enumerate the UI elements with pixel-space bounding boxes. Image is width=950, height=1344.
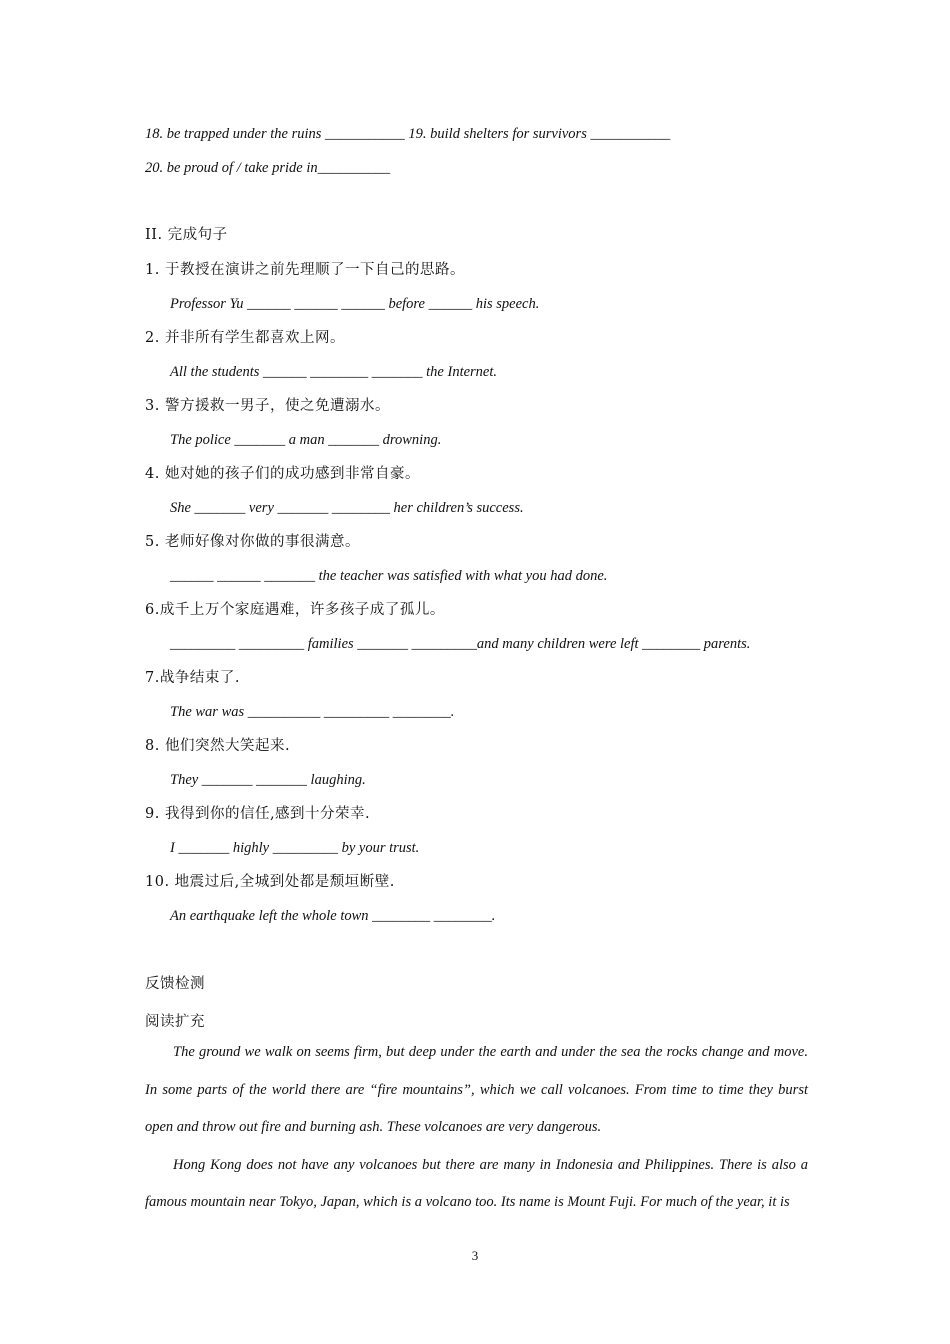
reading-passage xyxy=(145,1034,808,1222)
question-6-english: _________ _________ families _______ _________and many children were left ________ parents. xyxy=(170,636,751,652)
question-7-chinese: 7.战争结束了. xyxy=(145,670,240,686)
question-3-chinese: 3. 警方援救一男子，使之免遭溺水。 xyxy=(145,398,390,414)
question-2-english: All the students ______ ________ _______ the Internet. xyxy=(170,364,498,380)
question-2-chinese: 2. 并非所有学生都喜欢上网。 xyxy=(145,330,345,346)
question-8-english: They _______ _______ laughing. xyxy=(170,772,366,788)
phrase-line-20: 20. be proud of / take pride in__________ xyxy=(145,160,391,176)
question-10-english: An earthquake left the whole town ________ ________. xyxy=(170,908,496,924)
reading-paragraph-2: Hong Kong does not have any volcanoes but there are many in Indonesia and Philippines. There is also a famous mountain near Tokyo, Japan, which is a volcano too. Its name is Mount Fuji. For much of the year, it is xyxy=(145,1156,808,1210)
question-1-english: Professor Yu ______ ______ ______ before ______ his speech. xyxy=(170,296,540,312)
question-9-english: I _______ highly _________ by your trust. xyxy=(170,840,420,856)
reading-extension-heading: 阅读扩充 xyxy=(145,1014,205,1030)
page-number: 3 xyxy=(471,1248,479,1263)
question-6-chinese: 6.成千上万个家庭遇难，许多孩子成了孤儿。 xyxy=(145,602,445,618)
question-4-english: She _______ very _______ ________ her children’s success. xyxy=(170,500,524,516)
question-5-chinese: 5. 老师好像对你做的事很满意。 xyxy=(145,534,360,550)
question-10-chinese: 10. 地震过后,全城到处都是颓垣断壁. xyxy=(145,874,395,890)
question-7-english: The war was __________ _________ ________. xyxy=(170,704,455,720)
question-1-chinese: 1. 于教授在演讲之前先理顺了一下自己的思路。 xyxy=(145,262,465,278)
question-9-chinese: 9. 我得到你的信任,感到十分荣幸. xyxy=(145,806,371,822)
feedback-heading: 反馈检测 xyxy=(145,976,205,992)
reading-paragraph-1: The ground we walk on seems firm, but deep under the earth and under the sea the rocks change and move. In some parts of the world there are “fire mountains”, which we call volcanoes. From time to time they burst open and throw out fire and burning ash. These volcanoes are very dangerous. xyxy=(145,1044,808,1135)
question-3-english: The police _______ a man _______ drowning. xyxy=(170,432,442,448)
question-5-english: ______ ______ _______ the teacher was satisfied with what you had done. xyxy=(170,568,608,584)
question-4-chinese: 4. 她对她的孩子们的成功感到非常自豪。 xyxy=(145,466,420,482)
section-heading-complete-sentences: II. 完成句子 xyxy=(145,227,228,243)
question-8-chinese: 8. 他们突然大笑起来. xyxy=(145,738,291,754)
phrase-line-18-19: 18. be trapped under the ruins ___________ 19. build shelters for survivors ___________ xyxy=(145,126,671,142)
